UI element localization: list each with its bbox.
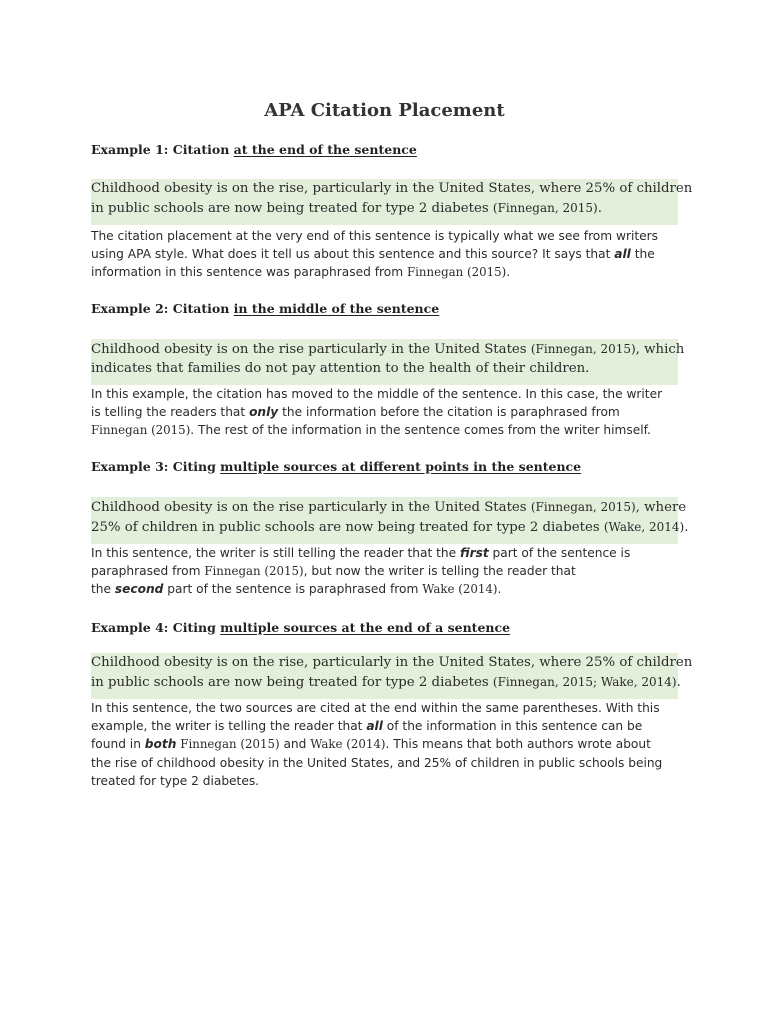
quote-text: Childhood obesity is on the rise particularly in the United States — [91, 500, 531, 515]
emphasized-word: only — [249, 405, 279, 420]
emphasized-word: second — [114, 582, 164, 597]
explanation-text: In this sentence, the two sources are cited at the end within the same parentheses. With this — [91, 701, 660, 715]
quote-text: Childhood obesity is on the rise, particularly in the United States, where 25% of children — [91, 655, 693, 670]
reference-text: Finnegan (2015) — [204, 564, 304, 579]
in-text-citation: (Wake, 2014) — [603, 519, 685, 534]
explanation-text: the rise of childhood obesity in the United States, and 25% of children in public schools being — [91, 755, 663, 770]
explanation-text: the — [630, 247, 655, 262]
explanation-text: In this example, the citation has moved to the middle of the sentence. In this case, the writer — [91, 387, 663, 401]
quoted-example-sentence — [91, 653, 693, 699]
explanation-text: found in — [91, 737, 145, 752]
reference-text: Wake (2014) — [422, 582, 498, 597]
quote-text: , which — [635, 342, 685, 357]
example-heading-prefix: Example 3: Citing — [91, 459, 221, 474]
explanation-text: In this sentence, the writer is still telling the reader that the — [91, 546, 460, 560]
example-heading-topic: at the end of the sentence — [233, 142, 417, 157]
explanation-line — [91, 227, 658, 245]
in-text-citation: (Finnegan, 2015; Wake, 2014) — [492, 674, 677, 689]
explanation-text: . — [497, 582, 502, 597]
explanation-line — [91, 544, 630, 562]
emphasized-word: all — [366, 719, 383, 734]
in-text-citation: (Finnegan, 2015) — [492, 200, 598, 215]
explanation-line — [91, 717, 662, 735]
example-heading — [91, 458, 581, 476]
quote-text: Childhood obesity is on the rise, particularly in the United States, where 25% of children — [91, 181, 693, 196]
quoted-example-sentence — [91, 179, 693, 225]
explanation-line — [91, 735, 662, 753]
quote-text: in public schools are now being treated for type 2 diabetes — [91, 674, 493, 690]
example-heading-topic: multiple sources at different points in the sentence — [220, 459, 582, 474]
quote-text: . — [684, 519, 689, 535]
emphasized-word: all — [614, 247, 631, 262]
example-heading-prefix: Example 2: Citation — [91, 301, 234, 316]
explanation-text: , but now the writer is telling the reader that — [303, 564, 576, 579]
explanation-paragraph — [91, 227, 658, 282]
explanation-text: The citation placement at the very end of this sentence is typically what we see from writers — [91, 229, 659, 243]
explanation-text: and — [279, 737, 311, 752]
quote-text: , where — [635, 500, 687, 515]
example-heading-prefix: Example 4: Citing — [91, 620, 221, 635]
explanation-text: information in this sentence was paraphrased from — [91, 265, 407, 280]
explanation-line — [91, 385, 662, 403]
example-heading-prefix: Example 1: Citation — [91, 142, 234, 157]
explanation-text: . This means that both authors wrote about — [385, 737, 651, 752]
explanation-line — [91, 263, 658, 281]
reference-text: Finnegan (2015) — [91, 423, 191, 438]
explanation-text: the information before the citation is paraphrased from — [278, 405, 620, 420]
quote-line — [91, 498, 687, 518]
quoted-example-sentence — [91, 497, 689, 544]
explanation-line — [91, 580, 630, 598]
explanation-text: . The rest of the information in the sentence comes from the writer himself. — [190, 423, 651, 438]
reference-text: Finnegan (2015) — [180, 737, 280, 752]
explanation-text: . — [506, 265, 511, 280]
reference-text: Finnegan (2015) — [406, 265, 507, 280]
explanation-line — [91, 754, 662, 772]
explanation-text: part of the sentence is paraphrased from — [163, 582, 423, 597]
emphasized-word: both — [144, 737, 177, 752]
quote-line — [91, 199, 678, 219]
explanation-paragraph — [91, 699, 662, 790]
quote-text: . — [597, 200, 602, 216]
quote-line — [91, 673, 681, 693]
explanation-text: of the information in this sentence can be — [382, 719, 643, 734]
in-text-citation: (Finnegan, 2015) — [530, 342, 636, 356]
explanation-text: example, the writer is telling the reader that — [91, 719, 367, 734]
quote-text: indicates that families do not pay attention to the health of their children. — [91, 360, 590, 376]
quote-line — [91, 518, 689, 538]
quote-text: Childhood obesity is on the rise particularly in the United States — [91, 342, 531, 357]
example-heading — [91, 300, 439, 318]
reference-text: Wake (2014) — [310, 737, 386, 752]
explanation-paragraph — [91, 544, 630, 599]
example-heading — [91, 141, 417, 159]
explanation-text: is telling the readers that — [91, 405, 250, 420]
explanation-line — [91, 562, 630, 580]
page-title: APA Citation Placement — [264, 100, 505, 121]
quote-line — [91, 180, 693, 199]
in-text-citation: (Finnegan, 2015) — [530, 500, 636, 514]
explanation-text: the — [91, 582, 115, 597]
quoted-example-sentence — [91, 339, 685, 385]
explanation-text: treated for type 2 diabetes. — [91, 773, 260, 788]
explanation-line — [91, 772, 662, 790]
quote-line — [91, 360, 678, 379]
quote-line — [91, 654, 693, 673]
explanation-line — [91, 421, 662, 439]
explanation-paragraph — [91, 385, 662, 440]
explanation-line — [91, 699, 662, 717]
explanation-text: part of the sentence is — [488, 546, 631, 560]
document-page — [91, 98, 693, 788]
explanation-text: using APA style. What does it tell us about this sentence and this source? It says that — [91, 247, 615, 262]
explanation-line — [91, 403, 662, 421]
example-heading-topic: multiple sources at the end of a sentence — [220, 620, 511, 635]
explanation-text: paraphrased from — [91, 564, 205, 579]
quote-text: 25% of children in public schools are now being treated for type 2 diabetes — [91, 519, 604, 535]
quote-text: . — [676, 674, 681, 690]
emphasized-word: first — [459, 546, 489, 560]
example-heading-topic: in the middle of the sentence — [233, 301, 440, 316]
example-heading — [91, 619, 510, 637]
quote-text: in public schools are now being treated for type 2 diabetes — [91, 200, 493, 216]
quote-line — [91, 340, 685, 360]
explanation-line — [91, 245, 658, 263]
